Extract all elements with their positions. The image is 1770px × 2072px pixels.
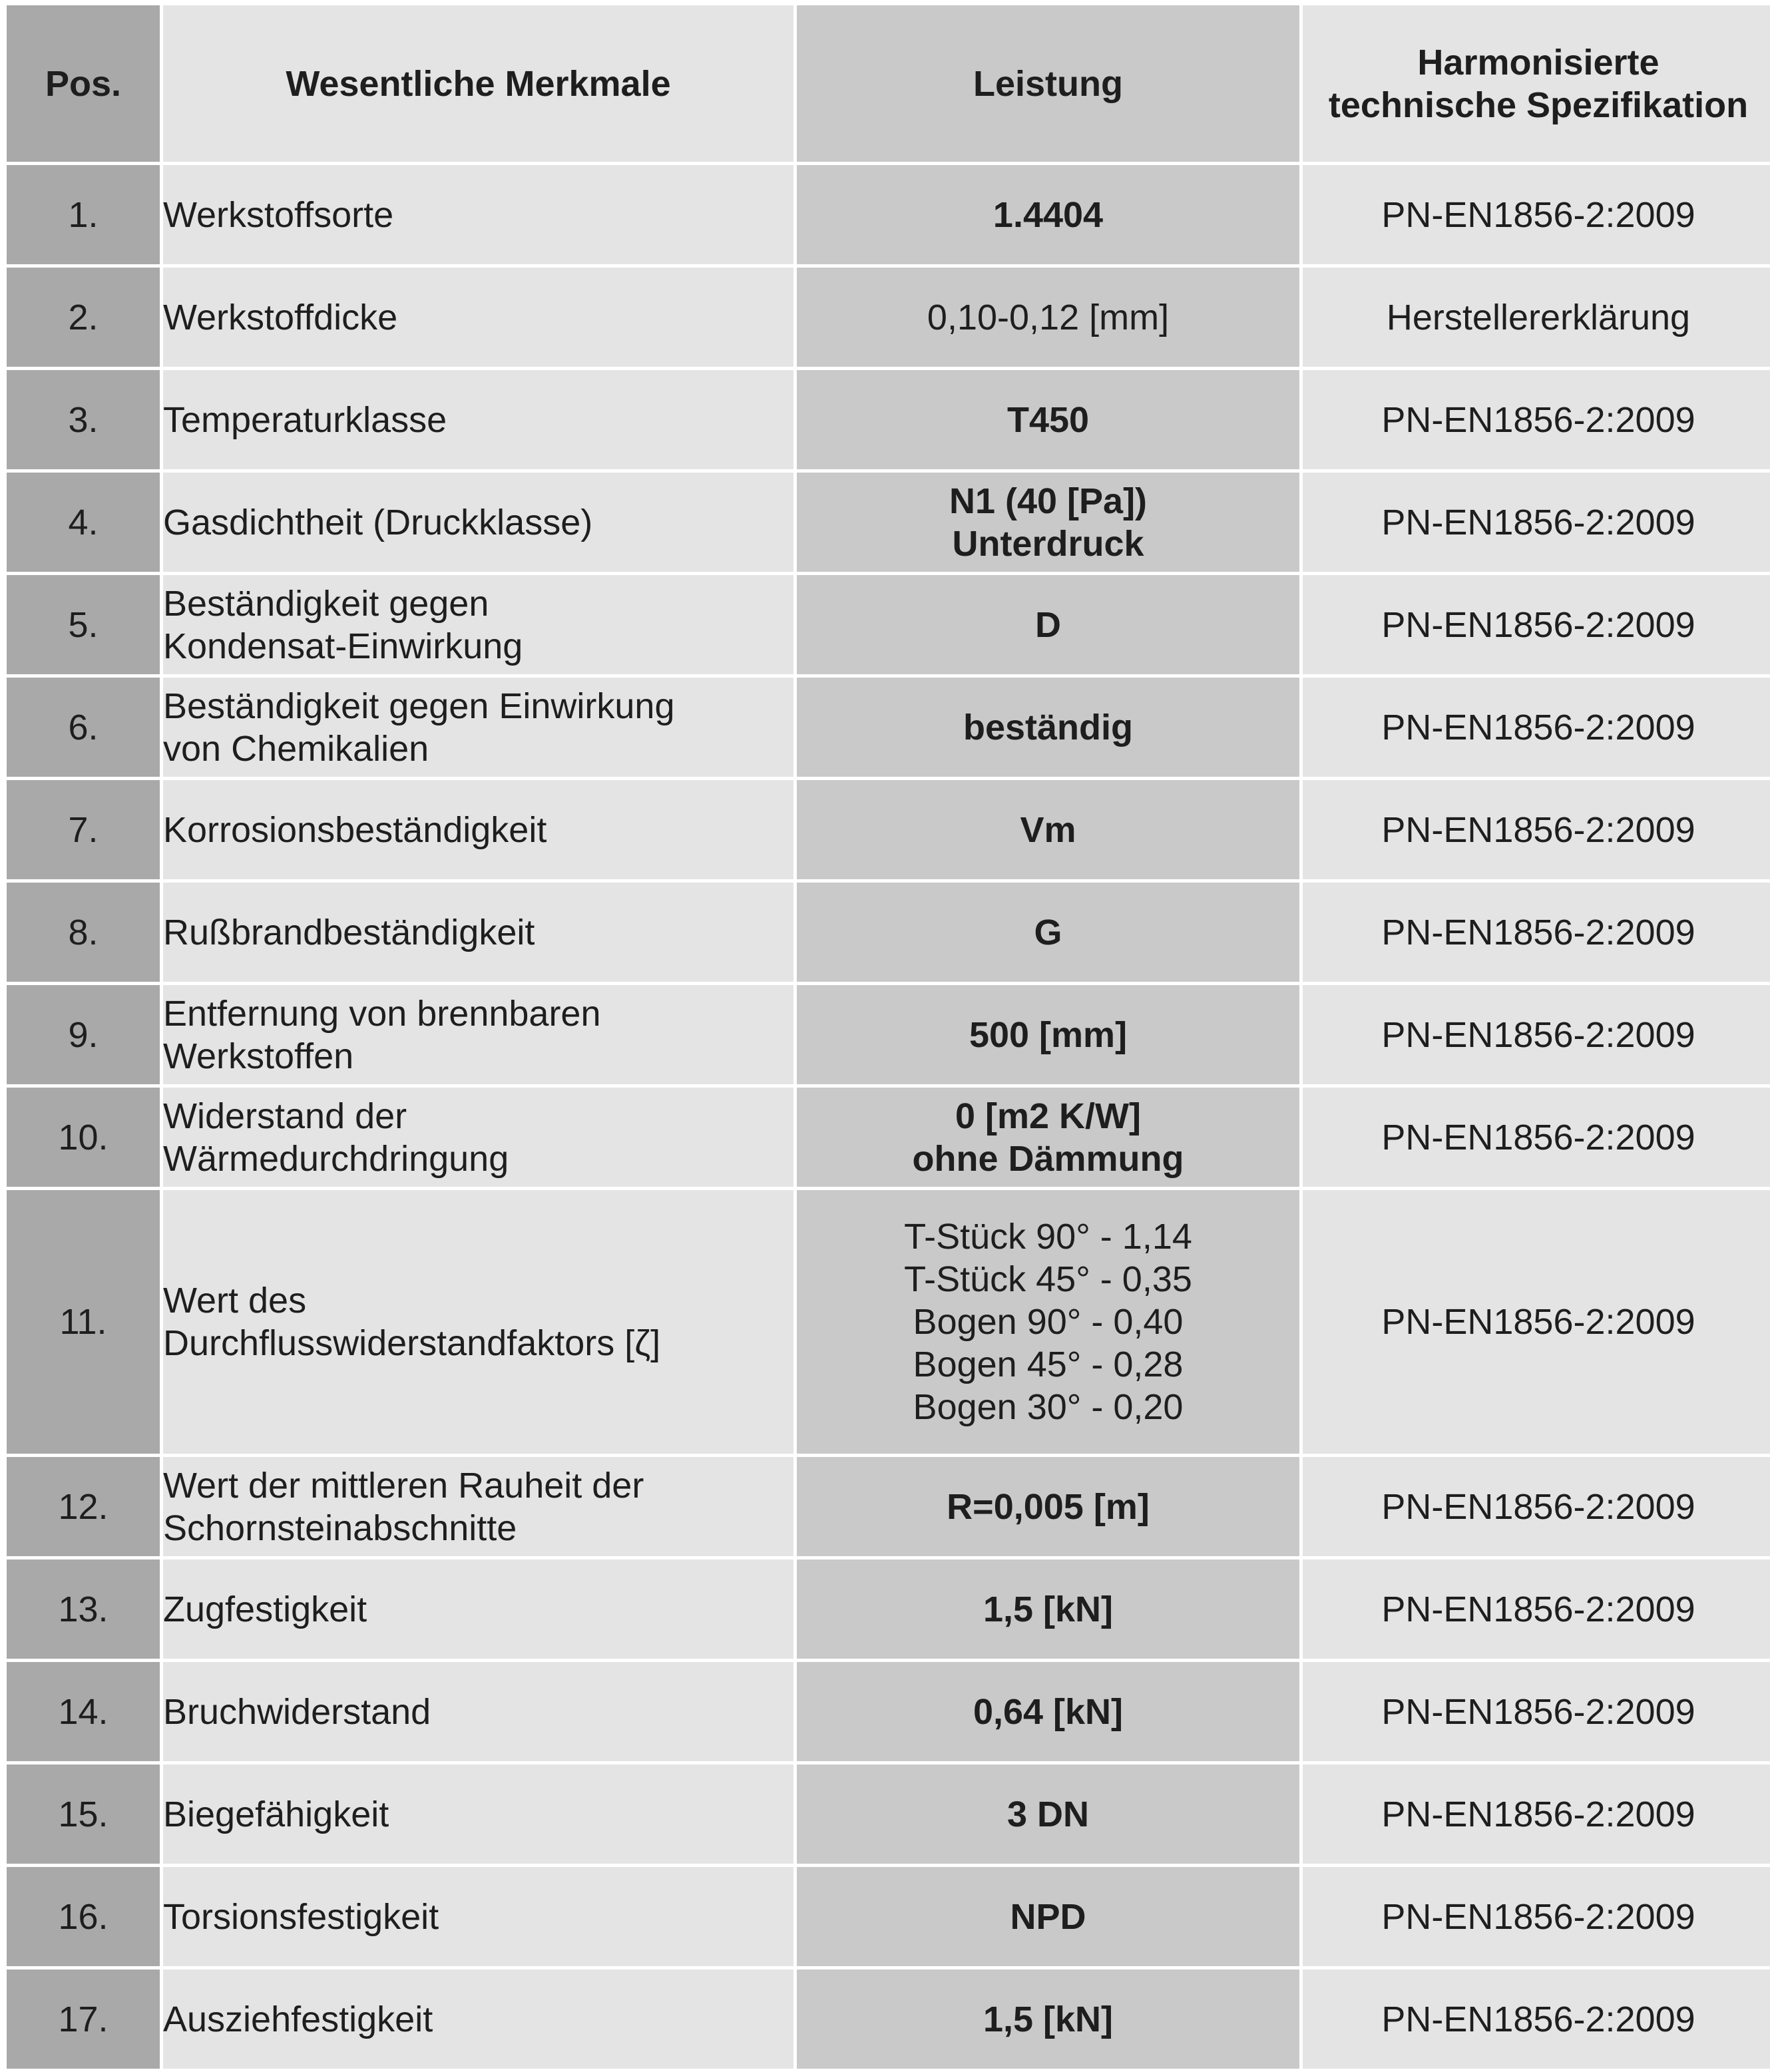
row-merkmal: Werkstoffsorte [163, 165, 793, 264]
row-merkmal: Torsionsfestigkeit [163, 1867, 793, 1966]
row-merkmal: Wert des Durchflusswiderstandfaktors [ζ] [163, 1190, 793, 1454]
row-merkmal: Gasdichtheit (Druckklasse) [163, 473, 793, 572]
row-spec: PN-EN1856-2:2009 [1303, 1969, 1770, 2069]
row-leistung: 0 [m2 K/W] ohne Dämmung [797, 1088, 1299, 1187]
table-row [7, 575, 1770, 674]
row-leistung: 1,5 [kN] [797, 1559, 1299, 1659]
row-merkmal: Rußbrandbeständigkeit [163, 883, 793, 982]
row-merkmal: Beständigkeit gegen Kondensat-Einwirkung [163, 575, 793, 674]
row-pos: 15. [7, 1764, 160, 1864]
table-row [7, 1867, 1770, 1966]
row-pos: 8. [7, 883, 160, 982]
row-spec: PN-EN1856-2:2009 [1303, 1867, 1770, 1966]
row-merkmal: Zugfestigkeit [163, 1559, 793, 1659]
row-leistung: T450 [797, 370, 1299, 469]
table-row [7, 473, 1770, 572]
row-pos: 17. [7, 1969, 160, 2069]
row-merkmal: Beständigkeit gegen Einwirkung von Chemikalien [163, 678, 793, 777]
row-leistung: G [797, 883, 1299, 982]
row-pos: 11. [7, 1190, 160, 1454]
row-pos: 1. [7, 165, 160, 264]
row-spec: PN-EN1856-2:2009 [1303, 1457, 1770, 1556]
row-spec: PN-EN1856-2:2009 [1303, 165, 1770, 264]
row-pos: 16. [7, 1867, 160, 1966]
row-pos: 9. [7, 985, 160, 1084]
row-pos: 4. [7, 473, 160, 572]
row-spec: PN-EN1856-2:2009 [1303, 1190, 1770, 1454]
header-merkmale: Wesentliche Merkmale [163, 5, 793, 162]
row-pos: 12. [7, 1457, 160, 1556]
row-pos: 13. [7, 1559, 160, 1659]
row-leistung: 1.4404 [797, 165, 1299, 264]
row-spec: PN-EN1856-2:2009 [1303, 1764, 1770, 1864]
performance-table [3, 2, 1770, 2072]
table-row [7, 1969, 1770, 2069]
header-pos: Pos. [7, 5, 160, 162]
row-pos: 14. [7, 1662, 160, 1761]
row-merkmal: Korrosionsbeständigkeit [163, 780, 793, 879]
row-spec: PN-EN1856-2:2009 [1303, 883, 1770, 982]
row-merkmal: Wert der mittleren Rauheit der Schornsteinabschnitte [163, 1457, 793, 1556]
table-row [7, 883, 1770, 982]
table-row [7, 1457, 1770, 1556]
row-merkmal: Widerstand der Wärmedurchdringung [163, 1088, 793, 1187]
header-spezifikation: Harmonisierte technische Spezifikation [1303, 5, 1770, 162]
row-leistung: T-Stück 90° - 1,14 T-Stück 45° - 0,35 Bogen 90° - 0,40 Bogen 45° - 0,28 Bogen 30° - 0,20 [797, 1190, 1299, 1454]
table-row [7, 780, 1770, 879]
row-pos: 5. [7, 575, 160, 674]
row-merkmal: Biegefähigkeit [163, 1764, 793, 1864]
row-spec: PN-EN1856-2:2009 [1303, 1088, 1770, 1187]
row-pos: 3. [7, 370, 160, 469]
row-spec: PN-EN1856-2:2009 [1303, 473, 1770, 572]
row-leistung: 3 DN [797, 1764, 1299, 1864]
table-row [7, 1559, 1770, 1659]
row-pos: 6. [7, 678, 160, 777]
row-spec: PN-EN1856-2:2009 [1303, 1662, 1770, 1761]
row-leistung: R=0,005 [m] [797, 1457, 1299, 1556]
table-row [7, 1088, 1770, 1187]
table-row [7, 268, 1770, 367]
table-row [7, 165, 1770, 264]
row-pos: 2. [7, 268, 160, 367]
row-merkmal: Entfernung von brennbaren Werkstoffen [163, 985, 793, 1084]
row-pos: 7. [7, 780, 160, 879]
table-row [7, 1764, 1770, 1864]
row-leistung: beständig [797, 678, 1299, 777]
row-leistung: 0,10-0,12 [mm] [797, 268, 1299, 367]
row-leistung: 500 [mm] [797, 985, 1299, 1084]
table-row [7, 678, 1770, 777]
table-row [7, 370, 1770, 469]
row-merkmal: Temperaturklasse [163, 370, 793, 469]
row-spec: PN-EN1856-2:2009 [1303, 678, 1770, 777]
row-leistung: D [797, 575, 1299, 674]
table-row [7, 1662, 1770, 1761]
header-leistung: Leistung [797, 5, 1299, 162]
row-leistung: Vm [797, 780, 1299, 879]
table-row [7, 985, 1770, 1084]
row-spec: PN-EN1856-2:2009 [1303, 575, 1770, 674]
row-spec: PN-EN1856-2:2009 [1303, 985, 1770, 1084]
row-merkmal: Werkstoffdicke [163, 268, 793, 367]
row-merkmal: Ausziehfestigkeit [163, 1969, 793, 2069]
row-spec: PN-EN1856-2:2009 [1303, 1559, 1770, 1659]
row-merkmal: Bruchwiderstand [163, 1662, 793, 1761]
table-header-row [7, 5, 1770, 162]
row-pos: 10. [7, 1088, 160, 1187]
row-leistung: NPD [797, 1867, 1299, 1966]
table-row [7, 1190, 1770, 1454]
row-spec: PN-EN1856-2:2009 [1303, 780, 1770, 879]
row-leistung: 1,5 [kN] [797, 1969, 1299, 2069]
row-spec: Herstellererklärung [1303, 268, 1770, 367]
row-leistung: 0,64 [kN] [797, 1662, 1299, 1761]
row-spec: PN-EN1856-2:2009 [1303, 370, 1770, 469]
row-leistung: N1 (40 [Pa]) Unterdruck [797, 473, 1299, 572]
